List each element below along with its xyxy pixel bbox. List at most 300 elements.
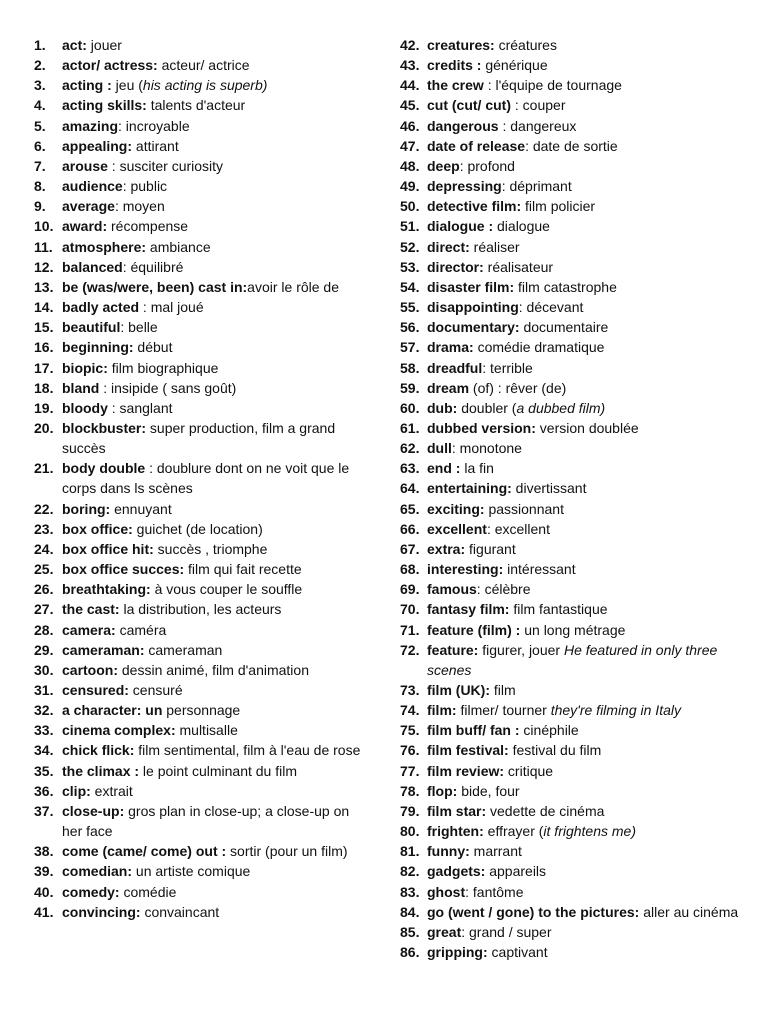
entry-definition: film sentimental, film à l'eau de rose: [134, 742, 361, 759]
entry-definition: filmer/ tourner: [456, 702, 551, 719]
vocab-entry: [34, 620, 372, 640]
entry-text: [427, 720, 748, 740]
vocab-entry: [400, 519, 748, 539]
vocab-entry: [400, 277, 748, 297]
entry-number: 32.: [34, 702, 54, 719]
entry-definition: censuré: [128, 682, 183, 698]
entry-number: 36.: [34, 782, 54, 799]
vocab-entry: [34, 761, 372, 781]
entry-text: [427, 337, 748, 357]
entry-number: 49.: [400, 178, 420, 195]
entry-text: [62, 418, 372, 458]
entry-text: [62, 75, 372, 95]
entry-definition: réalisateur: [483, 258, 554, 275]
entry-number: 62.: [400, 440, 420, 457]
entry-definition: : grand / super: [461, 923, 552, 940]
entry-term: a character: un: [62, 702, 163, 719]
entry-definition: talents d'acteur: [146, 97, 246, 114]
vocab-entry: [400, 781, 748, 801]
entry-term: disappointing: [427, 299, 519, 316]
entry-term: chick flick:: [62, 742, 135, 759]
entry-term: feature (film) :: [427, 621, 521, 638]
entry-definition: gros plan in close-up; a close-up on her face: [62, 802, 350, 840]
vocab-entry: [400, 882, 748, 902]
vocab-entry: [400, 136, 748, 156]
entry-definition: caméra: [115, 621, 167, 638]
entry-text: [62, 398, 372, 418]
entry-number: 20.: [34, 419, 54, 436]
entry-text: [62, 358, 372, 378]
entry-term: dreadful: [427, 359, 483, 376]
vocab-entry: [34, 176, 372, 196]
vocab-entry: [400, 176, 748, 196]
entry-definition: vedette de cinéma: [486, 802, 605, 819]
entry-number: 69.: [400, 581, 420, 598]
entry-number: 7.: [34, 157, 46, 174]
entry-text: [427, 781, 748, 801]
entry-term: film review:: [427, 762, 505, 779]
vocab-entry: [400, 579, 748, 599]
entry-number: 6.: [34, 137, 46, 154]
vocab-entry: [400, 75, 748, 95]
vocab-entry: [34, 277, 372, 297]
entry-text: [427, 882, 748, 902]
entry-definition: attirant: [132, 137, 179, 154]
entry-number: 5.: [34, 117, 46, 134]
vocab-entry: [34, 801, 372, 841]
vocab-entry: [400, 861, 748, 881]
entry-text: [62, 579, 372, 599]
entry-definition: film biographique: [107, 359, 219, 376]
vocab-entry: [34, 599, 372, 619]
entry-number: 3.: [34, 77, 46, 94]
entry-number: 22.: [34, 500, 54, 517]
entry-text: [427, 700, 748, 720]
entry-text: [62, 640, 372, 660]
entry-term: dream: [427, 379, 470, 396]
entry-number: 76.: [400, 742, 420, 759]
entry-number: 48.: [400, 157, 420, 174]
entry-number: 70.: [400, 601, 420, 618]
entry-text: [62, 519, 372, 539]
entry-number: 23.: [34, 520, 54, 537]
entry-definition: générique: [481, 57, 548, 74]
entry-number: 28.: [34, 621, 54, 638]
entry-text: [427, 640, 748, 680]
entry-number: 26.: [34, 581, 54, 598]
entry-definition: : insipide ( sans goût): [99, 379, 237, 396]
entry-number: 72.: [400, 641, 420, 658]
entry-definition: cameraman: [144, 641, 223, 658]
entry-term: censured:: [62, 682, 129, 698]
entry-number: 44.: [400, 77, 420, 94]
entry-definition: : couper: [511, 97, 566, 114]
entry-definition: effrayer (: [483, 823, 544, 840]
entry-term: act:: [62, 37, 87, 53]
entry-term: end :: [427, 460, 461, 477]
entry-text: [62, 176, 372, 196]
entry-text: [427, 237, 748, 257]
entry-term: funny:: [427, 843, 470, 860]
entry-term: come (came/ come) out :: [62, 843, 227, 860]
vocab-entry: [400, 478, 748, 498]
entry-text: [427, 942, 748, 962]
entry-term: acting skills:: [62, 97, 147, 114]
vocab-entry: [34, 75, 372, 95]
entry-term: boring:: [62, 500, 111, 517]
entry-text: [427, 539, 748, 559]
entry-term: entertaining:: [427, 480, 512, 497]
entry-definition: film catastrophe: [514, 278, 617, 295]
entry-term: extra:: [427, 540, 466, 557]
entry-number: 39.: [34, 863, 54, 880]
vocab-entry: [400, 317, 748, 337]
entry-text: [427, 378, 748, 398]
entry-text: [62, 700, 372, 720]
vocab-entry: [34, 418, 372, 458]
entry-term: box office hit:: [62, 540, 154, 557]
entry-text: [62, 216, 372, 236]
vocab-entry: [34, 882, 372, 902]
vocab-entry: [400, 378, 748, 398]
entry-text: [62, 337, 372, 357]
entry-definition: film fantastique: [509, 601, 608, 618]
entry-term: acting :: [62, 77, 112, 94]
entry-text: [62, 136, 372, 156]
entry-term: detective film:: [427, 198, 522, 215]
entry-term: go (went / gone) to the pictures:: [427, 903, 640, 920]
vocab-entry: [400, 902, 748, 922]
entry-term: comedian:: [62, 863, 133, 880]
entry-term: body double: [62, 460, 146, 477]
entry-definition: intéressant: [503, 561, 576, 578]
entry-number: 37.: [34, 802, 54, 819]
entry-definition: avoir le rôle de: [247, 278, 339, 295]
entry-number: 80.: [400, 823, 420, 840]
entry-term: appealing:: [62, 137, 133, 154]
entry-text: [62, 156, 372, 176]
vocab-entry: [34, 781, 372, 801]
entry-text: [427, 821, 748, 841]
entry-term: disaster film:: [427, 278, 515, 295]
entry-definition: acteur/ actrice: [157, 57, 250, 74]
entry-definition: : doublure dont on ne voit que le corps dans ls scènes: [62, 460, 350, 497]
entry-term: gripping:: [427, 944, 488, 961]
entry-text: [427, 740, 748, 760]
vocab-entry: [400, 358, 748, 378]
entry-definition: sortir (pour un film): [226, 843, 348, 860]
vocab-entry: [400, 297, 748, 317]
entry-number: 17.: [34, 359, 54, 376]
entry-number: 16.: [34, 339, 54, 356]
entry-text: [427, 801, 748, 821]
entry-term: award:: [62, 218, 108, 235]
entry-term: documentary:: [427, 319, 520, 336]
entry-term: dangerous: [427, 117, 499, 134]
vocab-entry: [400, 398, 748, 418]
entry-term: be (was/were, been) cast in:: [62, 278, 248, 295]
entry-text: [427, 761, 748, 781]
entry-definition: : date de sortie: [525, 137, 618, 154]
entry-definition: figurer, jouer: [478, 641, 564, 658]
entry-text: [62, 781, 372, 801]
entry-definition: : monotone: [451, 440, 522, 457]
entry-text: [62, 539, 372, 559]
entry-definition: : belle: [120, 319, 158, 336]
entry-term: breathtaking:: [62, 581, 151, 598]
entry-text: [427, 277, 748, 297]
entry-definition: passionnant: [484, 500, 564, 517]
entry-definition: divertissant: [511, 480, 587, 497]
entry-number: 75.: [400, 722, 420, 739]
entry-number: 38.: [34, 843, 54, 860]
entry-term: dialogue :: [427, 218, 494, 235]
entry-term: deep: [427, 157, 460, 174]
vocab-entry: [34, 156, 372, 176]
entry-text: [427, 499, 748, 519]
entry-term: beautiful: [62, 319, 121, 336]
entry-term: badly acted: [62, 299, 140, 316]
entry-number: 46.: [400, 117, 420, 134]
entry-number: 55.: [400, 299, 420, 316]
entry-number: 45.: [400, 97, 420, 114]
vocab-entry: [400, 418, 748, 438]
entry-term: flop:: [427, 782, 458, 799]
vocab-entry: [34, 55, 372, 75]
vocab-entry: [34, 640, 372, 660]
entry-term: camera:: [62, 621, 116, 638]
entry-term: blockbuster:: [62, 419, 147, 436]
entry-definition: (of) : rêver (de): [469, 379, 567, 396]
entry-number: 42.: [400, 37, 420, 53]
entry-definition: guichet (de location): [132, 520, 263, 537]
entry-example: a dubbed film): [516, 399, 606, 416]
vocab-entry: [400, 942, 748, 962]
entry-number: 10.: [34, 218, 54, 235]
entry-definition: : célèbre: [476, 581, 531, 598]
entry-number: 82.: [400, 863, 420, 880]
vocab-entry: [34, 720, 372, 740]
entry-text: [427, 116, 748, 136]
vocab-entry: [400, 337, 748, 357]
entry-term: arouse: [62, 157, 108, 174]
entry-text: [62, 378, 372, 398]
entry-definition: : mal joué: [139, 299, 204, 316]
entry-number: 61.: [400, 419, 420, 436]
entry-term: cameraman:: [62, 641, 145, 658]
entry-term: box office succes:: [62, 561, 185, 578]
vocab-entry: [34, 398, 372, 418]
entry-definition: cinéphile: [519, 722, 579, 739]
entry-definition: super production, film a grand succès: [62, 419, 336, 457]
vocab-entry: [34, 358, 372, 378]
vocab-entry: [34, 680, 372, 700]
vocab-entry: [400, 55, 748, 75]
entry-text: [427, 35, 748, 55]
vocab-entry: [400, 680, 748, 700]
entry-text: [62, 801, 372, 841]
entry-text: [62, 499, 372, 519]
vocab-entry: [34, 458, 372, 498]
vocab-entry: [400, 821, 748, 841]
entry-text: [62, 559, 372, 579]
entry-term: feature:: [427, 641, 479, 658]
entry-text: [427, 620, 748, 640]
vocab-entry: [400, 922, 748, 942]
entry-text: [62, 297, 372, 317]
entry-number: 74.: [400, 702, 420, 719]
entry-definition: festival du film: [508, 742, 602, 759]
entry-definition: : excellent: [486, 520, 550, 537]
vocab-entry: [400, 458, 748, 478]
entry-text: [427, 559, 748, 579]
entry-definition: figurant: [465, 540, 516, 557]
entry-term: film festival:: [427, 742, 509, 759]
entry-number: 2.: [34, 57, 46, 74]
entry-text: [427, 55, 748, 75]
entry-text: [62, 861, 372, 881]
entry-text: [62, 237, 372, 257]
entry-definition: ambiance: [146, 238, 211, 255]
entry-number: 47.: [400, 137, 420, 154]
vocab-entry: [400, 640, 748, 680]
entry-number: 50.: [400, 198, 420, 215]
entry-number: 19.: [34, 399, 54, 416]
vocab-entry: [34, 216, 372, 236]
entry-definition: : sanglant: [107, 399, 173, 416]
entry-number: 57.: [400, 339, 420, 356]
entry-number: 77.: [400, 762, 420, 779]
entry-text: [427, 438, 748, 458]
entry-text: [427, 861, 748, 881]
entry-number: 68.: [400, 561, 420, 578]
entry-term: credits :: [427, 57, 482, 74]
entry-term: the crew: [427, 77, 484, 94]
entry-definition: début: [133, 339, 173, 356]
entry-definition: dialogue: [493, 218, 550, 235]
vocab-entry: [400, 257, 748, 277]
entry-term: amazing: [62, 117, 119, 134]
entry-number: 83.: [400, 883, 420, 900]
vocab-entry: [34, 257, 372, 277]
entry-text: [427, 156, 748, 176]
vocab-entry: [400, 559, 748, 579]
entry-text: [427, 680, 748, 700]
entry-text: [427, 478, 748, 498]
vocab-entry: [34, 519, 372, 539]
vocab-entry: [34, 499, 372, 519]
entry-text: [62, 761, 372, 781]
entry-example: He featured in only three scenes: [427, 641, 718, 678]
entry-term: dub:: [427, 399, 458, 416]
vocab-entry: [34, 317, 372, 337]
entry-text: [62, 55, 372, 75]
entry-text: [427, 358, 748, 378]
entry-number: 54.: [400, 278, 420, 295]
entry-term: fantasy film:: [427, 601, 510, 618]
vocab-entry: [34, 378, 372, 398]
entry-text: [427, 398, 748, 418]
right-column: [400, 35, 748, 962]
vocab-entry: [400, 620, 748, 640]
entry-definition: un long métrage: [520, 621, 626, 638]
entry-definition: réaliser: [469, 238, 520, 255]
entry-text: [62, 599, 372, 619]
entry-text: [62, 841, 372, 861]
entry-definition: documentaire: [519, 319, 609, 336]
entry-number: 78.: [400, 782, 420, 799]
vocab-entry: [34, 559, 372, 579]
vocab-entry: [34, 700, 372, 720]
entry-number: 25.: [34, 561, 54, 578]
entry-term: convincing:: [62, 903, 141, 920]
entry-term: average: [62, 198, 115, 215]
entry-text: [427, 317, 748, 337]
entry-term: cartoon:: [62, 661, 118, 678]
vocab-entry: [400, 720, 748, 740]
vocab-entry: [400, 35, 748, 55]
entry-number: 27.: [34, 601, 54, 618]
entry-definition: captivant: [487, 944, 548, 961]
vocab-entry: [34, 579, 372, 599]
vocab-entry: [34, 841, 372, 861]
entry-definition: la fin: [460, 460, 494, 477]
entry-text: [427, 418, 748, 438]
entry-text: [427, 95, 748, 115]
vocab-entry: [34, 660, 372, 680]
entry-definition: doubler (: [457, 399, 517, 416]
entry-term: the climax :: [62, 762, 140, 779]
entry-text: [427, 458, 748, 478]
entry-number: 30.: [34, 661, 54, 678]
entry-definition: personnage: [162, 702, 241, 719]
entry-definition: : moyen: [114, 198, 165, 215]
vocab-entry: [34, 196, 372, 216]
vocab-entry: [34, 35, 372, 55]
entry-number: 33.: [34, 722, 54, 739]
entry-term: interesting:: [427, 561, 504, 578]
entry-definition: créatures: [494, 37, 557, 53]
entry-text: [62, 458, 372, 498]
entry-definition: : décevant: [518, 299, 584, 316]
entry-number: 43.: [400, 57, 420, 74]
entry-number: 60.: [400, 399, 420, 416]
entry-text: [62, 35, 372, 55]
entry-term: depressing: [427, 178, 502, 195]
entry-number: 11.: [34, 238, 53, 255]
entry-definition: : susciter curiosity: [107, 157, 224, 174]
entry-definition: succès , triomphe: [153, 540, 268, 557]
entry-term: direct:: [427, 238, 470, 255]
entry-number: 13.: [34, 278, 54, 295]
entry-text: [427, 579, 748, 599]
vocab-entry: [400, 95, 748, 115]
entry-term: dull: [427, 440, 452, 457]
entry-definition: extrait: [90, 782, 133, 799]
entry-term: beginning:: [62, 339, 134, 356]
entry-term: cut (cut/ cut): [427, 97, 511, 114]
vocab-entry: [400, 740, 748, 760]
entry-definition: film qui fait recette: [184, 561, 302, 578]
entry-number: 64.: [400, 480, 420, 497]
entry-definition: comédie dramatique: [473, 339, 605, 356]
entry-definition: jeu (: [111, 77, 143, 94]
entry-definition: bide, four: [457, 782, 520, 799]
vocab-entry: [400, 237, 748, 257]
entry-definition: récompense: [107, 218, 189, 235]
entry-term: exciting:: [427, 500, 485, 517]
entry-definition: comédie: [119, 883, 177, 900]
